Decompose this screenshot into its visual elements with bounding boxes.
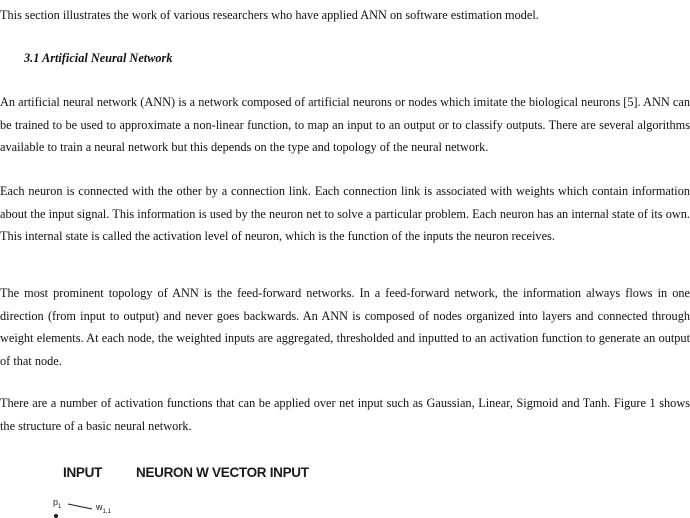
figure-weight-line — [68, 504, 92, 509]
intro-paragraph: This section illustrates the work of various researchers who have applied ANN on software estimation model. — [0, 8, 539, 22]
figure-neuron-label: NEURON W VECTOR INPUT — [136, 465, 309, 480]
paragraph-activation-functions: There are a number of activation functions that can be applied over net input such as Gaussian, Linear, Sigmoid and Tanh. Figure 1 shows the structure of a basic neural network. — [0, 396, 690, 433]
figure-neural-network — [0, 455, 690, 518]
figure-connection-lines — [0, 455, 690, 518]
paragraph-feed-forward: The most prominent topology of ANN is the feed-forward networks. In a feed-forward network, the information always flows in one direction (from input to output) and never goes backwards. An ANN is composed of nodes organized into layers and connected through weight elements. At each node, the weighted inputs are aggregated, thresholded and inputted to an activation function to generate an output of that node. — [0, 286, 690, 368]
section-heading: 3.1 Artificial Neural Network — [24, 51, 173, 65]
paragraph-neuron-connection: Each neuron is connected with the other by a connection link. Each connection link is associated with weights which contain information about the input signal. This information is used by the neuron net to solve a particular problem. Each neuron has an internal state of its own. This internal state is called the activation level of neuron, which is the function of the inputs the neuron receives. — [0, 184, 690, 243]
figure-weight-w11: $w_{1,1}$ — [96, 502, 111, 515]
figure-input-node — [54, 514, 58, 518]
paragraph-ann-definition: An artificial neural network (ANN) is a network composed of artificial neurons or nodes which imitate the biological neurons [5]. ANN can be trained to be used to approximate a non-linear function, to map an input to an output or to classify outputs. There are several algorithms available to train a neural network but this depends on the type and topology of the neural network. — [0, 95, 690, 154]
figure-input-label: INPUT — [63, 465, 103, 480]
figure-input-p1: $p_1$ — [53, 497, 62, 510]
